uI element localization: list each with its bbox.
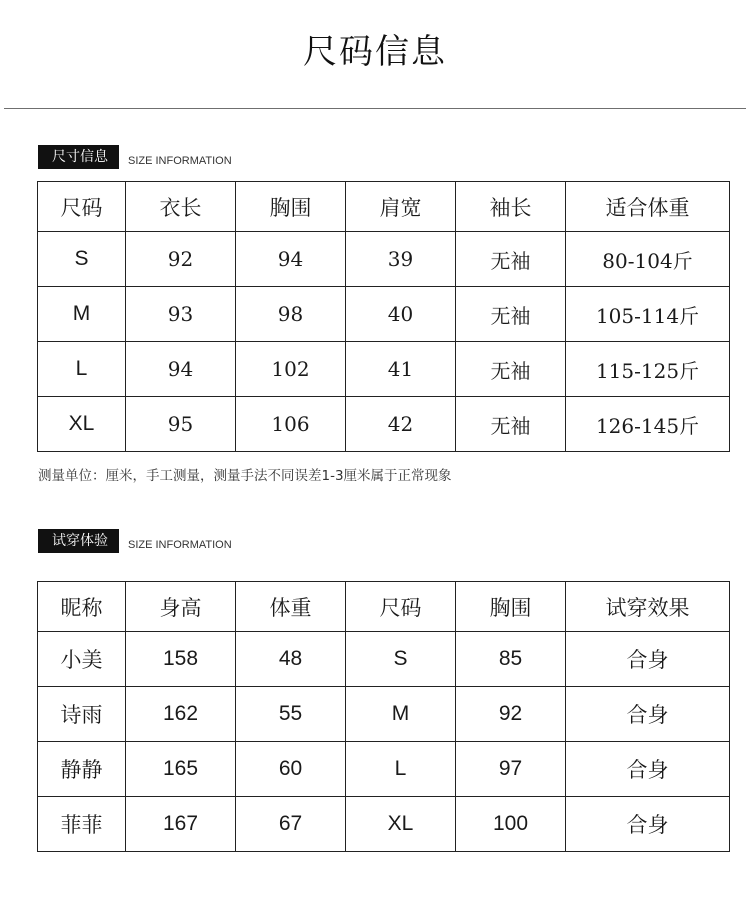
shoulder-cell: 40 [346, 287, 456, 342]
height-cell: 167 [126, 797, 236, 852]
size-cell: S [38, 232, 126, 287]
chest-cell: 100 [456, 797, 566, 852]
length-cell: 93 [126, 287, 236, 342]
trial-section-tag: 试穿体验 [38, 529, 119, 553]
table-row [38, 232, 730, 287]
size-cell: L [346, 742, 456, 797]
size-cell: M [38, 287, 126, 342]
measurement-note: 测量单位：厘米，手工测量，测量手法不同误差1-3厘米属于正常现象 [38, 468, 452, 484]
chest-cell: 98 [236, 287, 346, 342]
table-row [38, 287, 730, 342]
trial-header-cell: 试穿效果 [566, 582, 730, 632]
weight-cell: 55 [236, 687, 346, 742]
title-divider [4, 108, 746, 109]
size-cell: M [346, 687, 456, 742]
trial-header-cell: 昵称 [38, 582, 126, 632]
trial-section-heading [38, 529, 232, 553]
table-row [38, 687, 730, 742]
page-title: 尺码信息 [303, 32, 447, 72]
height-cell: 158 [126, 632, 236, 687]
size-section-subtitle: SIZE INFORMATION [128, 155, 232, 167]
chest-cell: 94 [236, 232, 346, 287]
sleeve-cell: 无袖 [456, 232, 566, 287]
shoulder-cell: 41 [346, 342, 456, 397]
trial-header-cell: 尺码 [346, 582, 456, 632]
trial-header-cell: 身高 [126, 582, 236, 632]
trial-table [37, 581, 730, 852]
length-cell: 94 [126, 342, 236, 397]
chest-cell: 85 [456, 632, 566, 687]
table-row [38, 797, 730, 852]
size-header-cell: 袖长 [456, 182, 566, 232]
weight-range-cell: 115-125斤 [566, 342, 730, 397]
size-header-cell: 尺码 [38, 182, 126, 232]
nickname-cell: 小美 [38, 632, 126, 687]
nickname-cell: 菲菲 [38, 797, 126, 852]
weight-range-cell: 105-114斤 [566, 287, 730, 342]
chest-cell: 102 [236, 342, 346, 397]
size-cell: XL [346, 797, 456, 852]
table-row [38, 742, 730, 797]
chest-cell: 92 [456, 687, 566, 742]
size-table-header-row [38, 182, 730, 232]
fit-result-cell: 合身 [566, 687, 730, 742]
trial-header-cell: 体重 [236, 582, 346, 632]
size-header-cell: 衣长 [126, 182, 236, 232]
sleeve-cell: 无袖 [456, 397, 566, 452]
height-cell: 162 [126, 687, 236, 742]
table-row [38, 342, 730, 397]
shoulder-cell: 42 [346, 397, 456, 452]
fit-result-cell: 合身 [566, 742, 730, 797]
sleeve-cell: 无袖 [456, 342, 566, 397]
weight-cell: 60 [236, 742, 346, 797]
size-header-cell: 肩宽 [346, 182, 456, 232]
weight-cell: 67 [236, 797, 346, 852]
sleeve-cell: 无袖 [456, 287, 566, 342]
size-cell: L [38, 342, 126, 397]
length-cell: 95 [126, 397, 236, 452]
size-section-tag: 尺寸信息 [38, 145, 119, 169]
nickname-cell: 静静 [38, 742, 126, 797]
size-header-cell: 适合体重 [566, 182, 730, 232]
size-section-heading [38, 145, 232, 169]
table-row [38, 632, 730, 687]
size-table [37, 181, 730, 452]
trial-section-subtitle: SIZE INFORMATION [128, 539, 232, 551]
table-row [38, 397, 730, 452]
length-cell: 92 [126, 232, 236, 287]
trial-table-header-row [38, 582, 730, 632]
height-cell: 165 [126, 742, 236, 797]
size-cell: XL [38, 397, 126, 452]
chest-cell: 97 [456, 742, 566, 797]
chest-cell: 106 [236, 397, 346, 452]
trial-header-cell: 胸围 [456, 582, 566, 632]
weight-range-cell: 80-104斤 [566, 232, 730, 287]
nickname-cell: 诗雨 [38, 687, 126, 742]
fit-result-cell: 合身 [566, 632, 730, 687]
fit-result-cell: 合身 [566, 797, 730, 852]
size-header-cell: 胸围 [236, 182, 346, 232]
shoulder-cell: 39 [346, 232, 456, 287]
weight-range-cell: 126-145斤 [566, 397, 730, 452]
weight-cell: 48 [236, 632, 346, 687]
size-cell: S [346, 632, 456, 687]
